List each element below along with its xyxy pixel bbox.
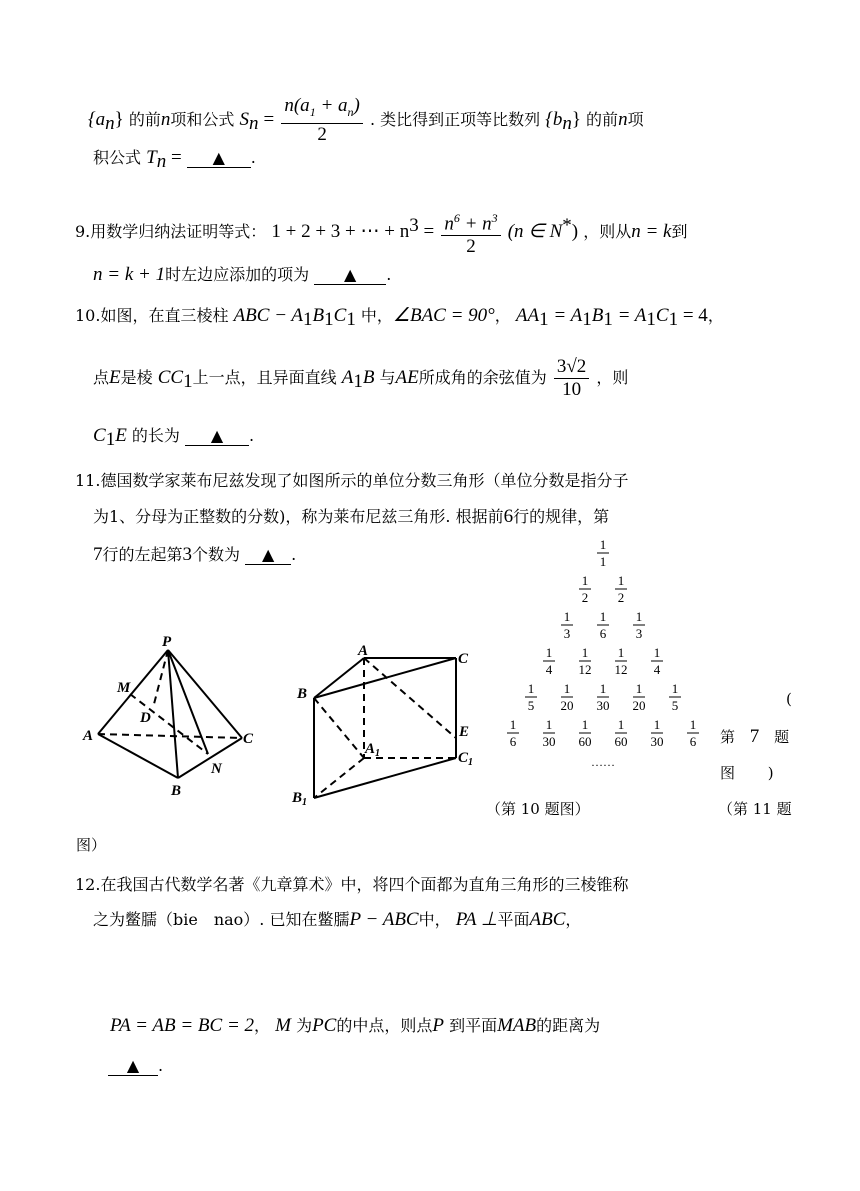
q12-line1: 12.在我国古代数学名著《九章算术》中，将四个面都为直角三角形的三棱锥称: [75, 875, 629, 894]
caption-fig7-end: 图 ): [720, 764, 774, 782]
triangle-fraction: [579, 717, 592, 749]
vertex-label-C1: $C_1$: [458, 750, 474, 768]
q11-line2: 为1、分母为正整数的分数)，称为莱布尼兹三角形. 根据前6行的规律，第: [93, 506, 610, 527]
fraction-denominator: 6: [509, 734, 517, 749]
fraction-denominator: 12: [578, 662, 592, 677]
triangle-fraction: [561, 609, 573, 641]
q11-line3: 7行的左起第3个数为 ▲ .: [93, 544, 297, 565]
triangle-fraction: [651, 645, 663, 677]
vertex-label-A: A: [83, 728, 94, 744]
fraction-denominator: 6: [689, 734, 697, 749]
prism-figure: [290, 640, 490, 810]
leibniz-triangle-figure: [500, 530, 710, 775]
caption-fig11-end: 图）: [76, 836, 107, 854]
triangle-fraction: [579, 573, 591, 605]
fraction-numerator: 1: [599, 537, 607, 552]
vertex-label-P: P: [162, 634, 172, 650]
q10-line3: $C_1E$ 的长为 ▲ .: [93, 425, 255, 451]
q10-line2: 点E是棱 $CC_1$上一点，且异面直线 $A_1B$ 与AE所成角的余弦值为 $\frac{3√2}{10}$ ，则: [93, 356, 629, 400]
q12-line2: 之为鳖臑（bie nao）. 已知在鳖臑P − ABC中， PA ⊥平面ABC，: [93, 909, 582, 930]
vertex-label-B: B: [171, 783, 182, 799]
vertex-label-A: A: [358, 643, 369, 659]
triangle-fraction: [615, 645, 628, 677]
q12-line4: ▲ .: [108, 1055, 163, 1077]
vertex-label-M: M: [117, 680, 131, 696]
vertex-label-D: D: [140, 710, 151, 726]
triangle-fraction: [687, 717, 699, 749]
fraction-denominator: 60: [578, 734, 592, 749]
fraction-numerator: 1: [563, 681, 571, 696]
fraction-numerator: 1: [545, 645, 553, 660]
fraction-numerator: 1: [617, 717, 625, 732]
fraction-denominator: 30: [542, 734, 556, 749]
fraction-numerator: 1: [617, 645, 625, 660]
triangle-ellipsis: ……: [591, 755, 615, 769]
triangle-fraction: [597, 537, 609, 569]
pyramid-figure: [80, 630, 270, 800]
q8-line2: 积公式 $T_n$ = ▲ .: [93, 147, 256, 173]
triangle-fraction: [633, 681, 646, 713]
fraction-denominator: 12: [614, 662, 628, 677]
triangle-fraction: [615, 717, 628, 749]
q8-line1: $\{a_n\}$ 的前n项和公式 $S_n$ = $\frac{n(a_1 + a_n)}{2}$ . 类比得到正项等比数列 $\{b_n\}$ 的前n项: [88, 95, 644, 145]
vertex-label-C: C: [458, 651, 469, 667]
caption-fig10: （第 10 题图）: [486, 800, 590, 818]
fraction-numerator: 1: [581, 717, 589, 732]
fraction-numerator: 1: [617, 573, 625, 588]
fraction-numerator: 1: [581, 645, 589, 660]
vertex-label-B: B: [297, 686, 308, 702]
induction-fraction: $\frac{n^6 + n^3}{2}$: [441, 207, 500, 258]
fraction-numerator: 1: [527, 681, 535, 696]
fraction-denominator: 2: [581, 590, 589, 605]
answer-blank: ▲: [108, 1057, 158, 1076]
fraction-denominator: 30: [596, 698, 610, 713]
seq-a: {a: [88, 108, 106, 130]
triangle-fraction: [507, 717, 519, 749]
q9-line1: 9.用数学归纳法证明等式： 1 + 2 + 3 + ⋯ + $n^3$ = $\frac{n^6 + n^3}{2}$ (n ∈ N*) ，则从n = k到: [75, 207, 688, 258]
fraction-denominator: 4: [653, 662, 661, 677]
vertex-label-A1: $A_1$: [365, 741, 381, 759]
fraction-denominator: 20: [560, 698, 574, 713]
caption-fig11: （第 11 题: [718, 800, 792, 818]
answer-blank: ▲: [185, 427, 249, 446]
fraction-denominator: 5: [671, 698, 679, 713]
vertex-label-B1: $B_1$: [292, 790, 308, 808]
triangle-fraction: [579, 645, 592, 677]
fraction-numerator: 1: [671, 681, 679, 696]
question-number: 9.: [75, 222, 91, 242]
sum-formula-fraction: $\frac{n(a_1 + a_n)}{2}$: [281, 95, 362, 146]
triangle-fraction: [615, 573, 627, 605]
q11-line1: 11.德国数学家莱布尼兹发现了如图所示的单位分数三角形（单位分数是指分子: [75, 471, 629, 490]
fraction-denominator: 4: [545, 662, 553, 677]
q12-line3: PA = AB = BC = 2， M 为PC的中点，则点P 到平面MAB的距离为: [110, 1015, 601, 1036]
triangle-fraction: [651, 717, 664, 749]
fraction-numerator: 1: [581, 573, 589, 588]
fraction-numerator: 1: [635, 609, 643, 624]
fraction-denominator: 30: [650, 734, 664, 749]
caption-fig7: 第 7 题: [720, 726, 790, 747]
triangle-fraction: [561, 681, 574, 713]
fraction-denominator: 60: [614, 734, 628, 749]
triangle-fraction: [597, 609, 609, 641]
fraction-numerator: 1: [563, 609, 571, 624]
fraction-denominator: 20: [632, 698, 646, 713]
caption-fig7-open: (: [786, 690, 792, 708]
triangle-fraction: [597, 681, 610, 713]
fraction-numerator: 1: [599, 609, 607, 624]
fraction-numerator: 1: [689, 717, 697, 732]
answer-blank: ▲: [245, 546, 291, 565]
fraction-numerator: 1: [653, 717, 661, 732]
question-number: 11.: [75, 471, 101, 490]
answer-blank: ▲: [314, 266, 386, 285]
fraction-denominator: 3: [635, 626, 643, 641]
triangle-fraction: [633, 609, 645, 641]
fraction-numerator: 1: [653, 645, 661, 660]
fraction-denominator: 1: [599, 554, 607, 569]
triangle-fraction: [543, 645, 555, 677]
vertex-label-E: E: [459, 724, 470, 740]
fraction-denominator: 3: [563, 626, 571, 641]
fraction-denominator: 6: [599, 626, 607, 641]
vertex-label-C: C: [243, 731, 254, 747]
question-number: 12.: [75, 875, 101, 894]
fraction-numerator: 1: [509, 717, 517, 732]
fraction-numerator: 1: [635, 681, 643, 696]
q10-line1: 10.如图，在直三棱柱 ABC − $A_1B_1C_1$ 中，∠BAC = 90°， $AA_1 = A_1B_1 = A_1C_1 = 4$，: [75, 305, 724, 331]
triangle-fraction: [525, 681, 537, 713]
q9-line2: n = k + 1时左边应添加的项为 ▲ .: [93, 264, 392, 285]
answer-blank: ▲: [187, 149, 251, 168]
triangle-fraction: [543, 717, 556, 749]
fraction-numerator: 1: [545, 717, 553, 732]
question-number: 10.: [75, 306, 101, 325]
fraction-numerator: 1: [599, 681, 607, 696]
fraction-denominator: 5: [527, 698, 535, 713]
fraction-denominator: 2: [617, 590, 625, 605]
cosine-fraction: $\frac{3√2}{10}$: [554, 356, 589, 401]
vertex-label-N: N: [211, 761, 222, 777]
triangle-fraction: [669, 681, 681, 713]
